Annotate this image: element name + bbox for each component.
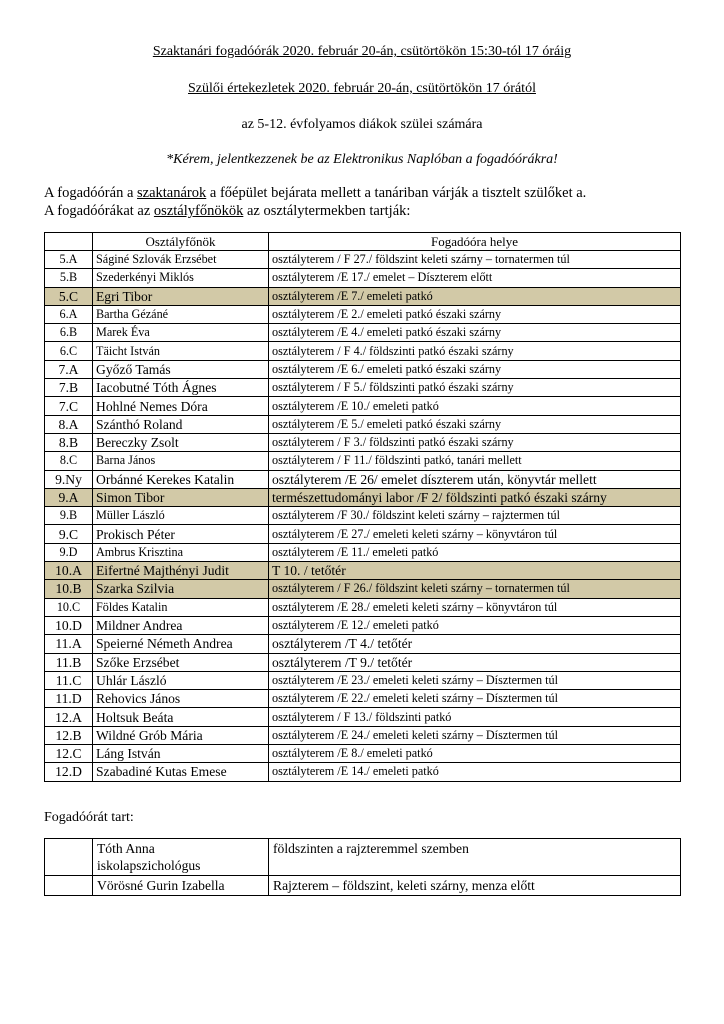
teacher-cell: Müller László [93,507,269,525]
class-cell: 11.D [45,690,93,708]
teacher-cell: Iacobutné Tóth Ágnes [93,379,269,397]
table-row [45,876,681,896]
teacher-cell: Prokisch Péter [93,525,269,543]
class-cell: 9.A [45,488,93,506]
location-cell: osztályterem /E 2./ emeleti patkó északi szárny [269,305,681,323]
extra-cell-blank [45,876,93,896]
location-cell: osztályterem / F 11./ földszinti patkó, tanári mellett [269,452,681,470]
location-cell: osztályterem /E 23./ emeleti keleti szárny – Dísztermen túl [269,671,681,689]
location-cell: osztályterem /E 11./ emeleti patkó [269,543,681,561]
table-row [45,452,681,470]
class-cell: 11.B [45,653,93,671]
table-row [45,324,681,342]
table-row [45,839,681,876]
class-cell: 8.B [45,433,93,451]
class-cell: 9.Ny [45,470,93,488]
teacher-cell: Speierné Németh Andrea [93,635,269,653]
extra-label: Fogadóórát tart: [44,810,134,825]
teacher-cell: Ambrus Krisztina [93,543,269,561]
extra-person [93,876,269,896]
table-row [45,598,681,616]
teacher-cell: Ságiné Szlovák Erzsébet [93,251,269,269]
table-row [45,580,681,598]
teacher-cell: Täicht István [93,342,269,360]
class-cell: 11.C [45,671,93,689]
location-cell: osztályterem /E 5./ emeleti patkó északi szárny [269,415,681,433]
table-row [45,251,681,269]
class-cell: 12.C [45,745,93,763]
intro-paragraph-2 [44,203,410,220]
table-row [45,470,681,488]
table-row [45,397,681,415]
header-class [45,233,93,251]
location-cell: osztályterem /T 9./ tetőtér [269,653,681,671]
class-cell: 6.B [45,324,93,342]
intro-text: a főépület bejárata mellett a tanáriban várják a tisztelt szülőket a. [206,185,587,201]
teacher-cell: Egri Tibor [93,287,269,305]
class-cell: 10.C [45,598,93,616]
table-row [45,708,681,726]
teacher-cell: Szarka Szilvia [93,580,269,598]
teacher-cell: Holtsuk Beáta [93,708,269,726]
person-name: Vörösné Gurin Izabella [97,878,225,893]
location-cell: osztályterem / F 5./ földszinti patkó északi szárny [269,379,681,397]
location-cell: osztályterem /E 12./ emeleti patkó [269,616,681,634]
location-cell: T 10. / tetőtér [269,562,681,580]
header-line-parent-meeting: Szülői értekezletek 2020. február 20-án, csütörtökön 17 órától [188,81,536,96]
class-cell: 12.A [45,708,93,726]
table-row [45,379,681,397]
location-cell: osztályterem /F 30./ földszint keleti szárny – rajztermen túl [269,507,681,525]
class-cell: 7.B [45,379,93,397]
teacher-cell: Földes Katalin [93,598,269,616]
class-cell: 12.B [45,726,93,744]
table-row [45,360,681,378]
location-cell: osztályterem / F 27./ földszint keleti szárny – tornatermen túl [269,251,681,269]
table-row [45,745,681,763]
table-row [45,763,681,781]
location-cell: osztályterem /E 26/ emelet díszterem után, könyvtár mellett [269,470,681,488]
header-line-grades: az 5-12. évfolyamos diákok szülei számára [241,117,483,132]
table-row [45,635,681,653]
class-cell: 8.A [45,415,93,433]
header-line-consultation: Szaktanári fogadóórák 2020. február 20-án, csütörtökön 15:30-tól 17 óráig [152,44,572,59]
teacher-cell: Bereczky Zsolt [93,433,269,451]
location-cell: osztályterem /E 4./ emeleti patkó északi szárny [269,324,681,342]
table-row [45,287,681,305]
table-row [45,415,681,433]
location-cell: osztályterem /E 28./ emeleti keleti szárny – könyvtáron túl [269,598,681,616]
class-cell: 10.A [45,562,93,580]
class-cell: 7.C [45,397,93,415]
teacher-cell: Rehovics János [93,690,269,708]
location-cell: osztályterem /E 17./ emelet – Díszterem előtt [269,269,681,287]
class-cell: 8.C [45,452,93,470]
class-cell: 5.C [45,287,93,305]
class-cell: 7.A [45,360,93,378]
intro-text: A fogadóórán a [44,185,138,201]
teacher-cell: Simon Tibor [93,488,269,506]
table-row [45,726,681,744]
teacher-cell: Győző Tamás [93,360,269,378]
class-cell: 6.C [45,342,93,360]
teacher-cell: Szabadiné Kutas Emese [93,763,269,781]
table-row [45,342,681,360]
location-cell: osztályterem /E 14./ emeleti patkó [269,763,681,781]
extra-person [93,839,269,876]
header-location: Fogadóóra helye [269,233,681,251]
teacher-cell: Szőke Erzsébet [93,653,269,671]
teacher-cell: Eifertné Majthényi Judit [93,562,269,580]
intro-text: az osztálytermekben tartják: [243,203,411,219]
class-cell: 10.B [45,580,93,598]
teacher-cell: Szánthó Roland [93,415,269,433]
location-cell: osztályterem /T 4./ tetőtér [269,635,681,653]
teacher-cell: Uhlár László [93,671,269,689]
location-cell: osztályterem / F 26./ földszint keleti szárny – tornatermen túl [269,580,681,598]
table-row [45,616,681,634]
table-row [45,525,681,543]
header-homeroom-teacher: Osztályfőnök [93,233,269,251]
teacher-cell: Bartha Gézáné [93,305,269,323]
intro-paragraph-1 [44,185,586,202]
location-cell: osztályterem /E 10./ emeleti patkó [269,397,681,415]
teacher-cell: Barna János [93,452,269,470]
class-cell: 12.D [45,763,93,781]
table-row [45,543,681,561]
table-row [45,671,681,689]
location-cell: osztályterem /E 8./ emeleti patkó [269,745,681,763]
header-note: *Kérem, jelentkezzenek be az Elektronikus Naplóban a fogadóórákra! [166,152,558,167]
table-body [45,251,681,782]
homeroom-table [44,232,681,782]
location-cell: osztályterem /E 6./ emeleti patkó északi szárny [269,360,681,378]
class-cell: 6.A [45,305,93,323]
teacher-cell: Orbánné Kerekes Katalin [93,470,269,488]
person-role: iskolapszichológus [97,858,201,873]
class-cell: 10.D [45,616,93,634]
table-header-row [45,233,681,251]
class-cell: 5.B [45,269,93,287]
location-cell: természettudományi labor /F 2/ földszinti patkó északi szárny [269,488,681,506]
location-cell: osztályterem / F 4./ földszinti patkó északi szárny [269,342,681,360]
extra-cell-blank [45,839,93,876]
person-name: Tóth Anna [97,841,155,856]
extra-location: Rajzterem – földszint, keleti szárny, menza előtt [269,876,681,896]
intro-text: A fogadóórákat az [44,203,154,219]
extra-location: földszinten a rajzteremmel szemben [269,839,681,876]
teacher-cell: Hohlné Nemes Dóra [93,397,269,415]
table-row [45,269,681,287]
table-row [45,305,681,323]
location-cell: osztályterem / F 3./ földszinti patkó északi szárny [269,433,681,451]
class-cell: 5.A [45,251,93,269]
table-row [45,562,681,580]
table-row [45,653,681,671]
location-cell: osztályterem /E 27./ emeleti keleti szárny – könyvtáron túl [269,525,681,543]
table-row [45,690,681,708]
class-cell: 9.B [45,507,93,525]
location-cell: osztályterem /E 22./ emeleti keleti szárny – Dísztermen túl [269,690,681,708]
class-cell: 9.C [45,525,93,543]
intro-underlined-term: osztályfőnökök [153,203,244,219]
intro-underlined-term: szaktanárok [137,185,207,201]
teacher-cell: Szederkényi Miklós [93,269,269,287]
location-cell: osztályterem / F 13./ földszinti patkó [269,708,681,726]
teacher-cell: Mildner Andrea [93,616,269,634]
teacher-cell: Láng István [93,745,269,763]
class-cell: 9.D [45,543,93,561]
extra-table [44,838,681,896]
table-row [45,488,681,506]
location-cell: osztályterem /E 24./ emeleti keleti szárny – Dísztermen túl [269,726,681,744]
teacher-cell: Wildné Grób Mária [93,726,269,744]
table-row [45,507,681,525]
location-cell: osztályterem /E 7./ emeleti patkó [269,287,681,305]
teacher-cell: Marek Éva [93,324,269,342]
class-cell: 11.A [45,635,93,653]
table-row [45,433,681,451]
